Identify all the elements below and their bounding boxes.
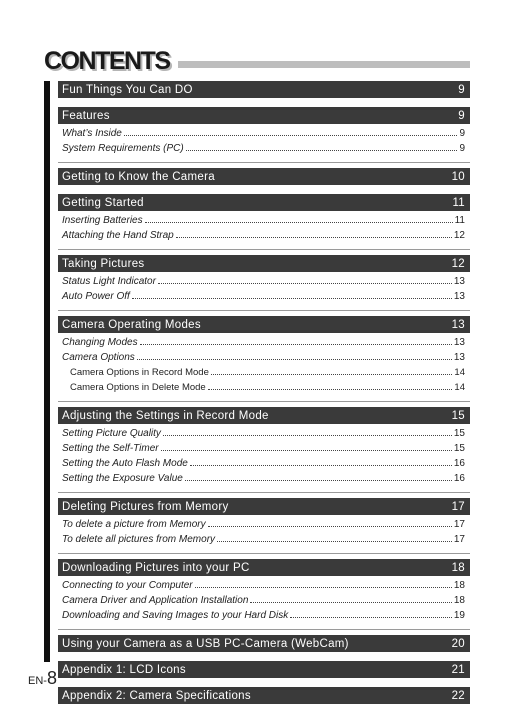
section-items [58, 272, 470, 311]
page-number-footer [28, 668, 57, 689]
toc-entry[interactable] [58, 580, 470, 595]
section-header[interactable] [58, 81, 470, 98]
toc-subentry[interactable] [58, 367, 470, 382]
section-page-number: 12 [451, 257, 465, 270]
entry-page-number: 16 [453, 458, 465, 469]
entry-page-number: 14 [454, 367, 465, 378]
dot-leader [137, 358, 452, 360]
contents-title-block [44, 46, 170, 76]
toc-entry[interactable] [58, 534, 470, 549]
dot-leader [158, 282, 452, 284]
section-header[interactable] [58, 661, 470, 678]
section-spacer [58, 98, 470, 107]
section-header[interactable] [58, 255, 470, 272]
entry-page-number: 18 [453, 580, 465, 591]
entry-label: Camera Driver and Application Installation [62, 595, 249, 606]
entry-page-number: 13 [453, 291, 465, 302]
section-title: Appendix 2: Camera Specifications [62, 689, 251, 702]
entry-page-number: 13 [453, 337, 465, 348]
entry-label: Changing Modes [62, 337, 138, 348]
section-title: Adjusting the Settings in Record Mode [62, 409, 269, 422]
section-header[interactable] [58, 168, 470, 185]
toc-entry[interactable] [58, 443, 470, 458]
section-spacer [58, 652, 470, 661]
dot-leader [208, 525, 452, 527]
entry-label: Camera Options in Delete Mode [70, 382, 206, 393]
toc-entry[interactable] [58, 458, 470, 473]
left-accent-bar [44, 81, 50, 662]
entry-label: Setting the Exposure Value [62, 473, 183, 484]
section-header[interactable] [58, 407, 470, 424]
section-page-number: 18 [451, 561, 465, 574]
dot-leader [186, 149, 458, 151]
entry-label: System Requirements (PC) [62, 143, 184, 154]
entry-page-number: 13 [453, 352, 465, 363]
section-page-number: 9 [458, 109, 465, 122]
section-spacer [58, 678, 470, 687]
dot-leader [176, 236, 452, 238]
section-title: Downloading Pictures into your PC [62, 561, 250, 574]
entry-label: To delete all pictures from Memory [62, 534, 216, 545]
entry-label: Camera Options in Record Mode [70, 367, 209, 378]
section-items [58, 211, 470, 250]
toc-entry[interactable] [58, 215, 470, 230]
section-items [58, 576, 470, 630]
dot-leader [211, 373, 453, 375]
section-items [58, 124, 470, 163]
dot-leader [124, 134, 458, 136]
title-rule [178, 61, 470, 68]
section-page-number: 17 [451, 500, 465, 513]
section-title: Fun Things You Can DO [62, 83, 193, 96]
section-title: Appendix 1: LCD Icons [62, 663, 186, 676]
section-title: Taking Pictures [62, 257, 145, 270]
section-header[interactable] [58, 635, 470, 652]
page-title: CONTENTS [44, 47, 170, 75]
dot-leader [145, 221, 453, 223]
dot-leader [190, 464, 452, 466]
entry-page-number: 11 [454, 215, 465, 226]
section-title: Using your Camera as a USB PC-Camera (WebCam) [62, 637, 349, 650]
entry-label: To delete a picture from Memory [62, 519, 206, 530]
toc-subentry[interactable] [58, 382, 470, 397]
toc-entry[interactable] [58, 276, 470, 291]
toc-entry[interactable] [58, 595, 470, 610]
section-items [58, 515, 470, 554]
section-page-number: 13 [451, 318, 465, 331]
dot-leader [161, 449, 452, 451]
dot-leader [140, 343, 452, 345]
toc-entry[interactable] [58, 230, 470, 245]
entry-page-number: 13 [453, 276, 465, 287]
entry-page-number: 17 [453, 534, 465, 545]
toc-entry[interactable] [58, 428, 470, 443]
entry-label: Setting the Auto Flash Mode [62, 458, 188, 469]
entry-label: Status Light Indicator [62, 276, 156, 287]
section-header[interactable] [58, 687, 470, 704]
entry-page-number: 18 [453, 595, 465, 606]
dot-leader [163, 434, 452, 436]
section-page-number: 22 [451, 689, 465, 702]
section-items [58, 424, 470, 493]
section-page-number: 15 [451, 409, 465, 422]
section-title: Deleting Pictures from Memory [62, 500, 229, 513]
dot-leader [290, 616, 452, 618]
footer-page-number: 8 [46, 668, 57, 688]
entry-page-number: 12 [453, 230, 465, 241]
entry-label: Connecting to your Computer [62, 580, 193, 591]
entry-page-number: 16 [453, 473, 465, 484]
dot-leader [208, 388, 453, 390]
section-title: Camera Operating Modes [62, 318, 201, 331]
entry-label: Attaching the Hand Strap [62, 230, 174, 241]
dot-leader [195, 586, 452, 588]
toc-entry[interactable] [58, 128, 470, 143]
entry-page-number: 17 [453, 519, 465, 530]
entry-label: Setting the Self-Timer [62, 443, 159, 454]
toc-entry[interactable] [58, 352, 470, 367]
section-header[interactable] [58, 194, 470, 211]
entry-page-number: 9 [459, 143, 465, 154]
toc-entry[interactable] [58, 291, 470, 306]
entry-label: Auto Power Off [62, 291, 130, 302]
footer-prefix: EN- [28, 675, 47, 687]
section-spacer [58, 185, 470, 194]
toc-entry[interactable] [58, 473, 470, 488]
entry-label: Inserting Batteries [62, 215, 143, 226]
section-items [58, 333, 470, 402]
section-spacer [58, 704, 470, 713]
section-title: Getting to Know the Camera [62, 170, 215, 183]
section-page-number: 10 [451, 170, 465, 183]
section-title: Features [62, 109, 110, 122]
section-page-number: 20 [451, 637, 465, 650]
entry-label: Camera Options [62, 352, 135, 363]
section-title: Getting Started [62, 196, 144, 209]
section-page-number: 9 [458, 83, 465, 96]
dot-leader [250, 601, 451, 603]
table-of-contents [58, 81, 470, 713]
section-header[interactable] [58, 498, 470, 515]
toc-entry[interactable] [58, 337, 470, 352]
dot-leader [217, 540, 452, 542]
section-header[interactable] [58, 107, 470, 124]
entry-label: Setting Picture Quality [62, 428, 161, 439]
entry-page-number: 9 [459, 128, 465, 139]
toc-entry[interactable] [58, 610, 470, 625]
entry-label: Downloading and Saving Images to your Hard Disk [62, 610, 289, 621]
toc-entry[interactable] [58, 143, 470, 158]
section-header[interactable] [58, 316, 470, 333]
section-page-number: 21 [451, 663, 465, 676]
entry-page-number: 14 [454, 382, 465, 393]
section-page-number: 11 [452, 196, 465, 209]
entry-label: What’s Inside [62, 128, 122, 139]
toc-entry[interactable] [58, 519, 470, 534]
entry-page-number: 19 [453, 610, 465, 621]
dot-leader [132, 297, 452, 299]
dot-leader [185, 479, 452, 481]
entry-page-number: 15 [453, 443, 465, 454]
entry-page-number: 15 [453, 428, 465, 439]
section-header[interactable] [58, 559, 470, 576]
